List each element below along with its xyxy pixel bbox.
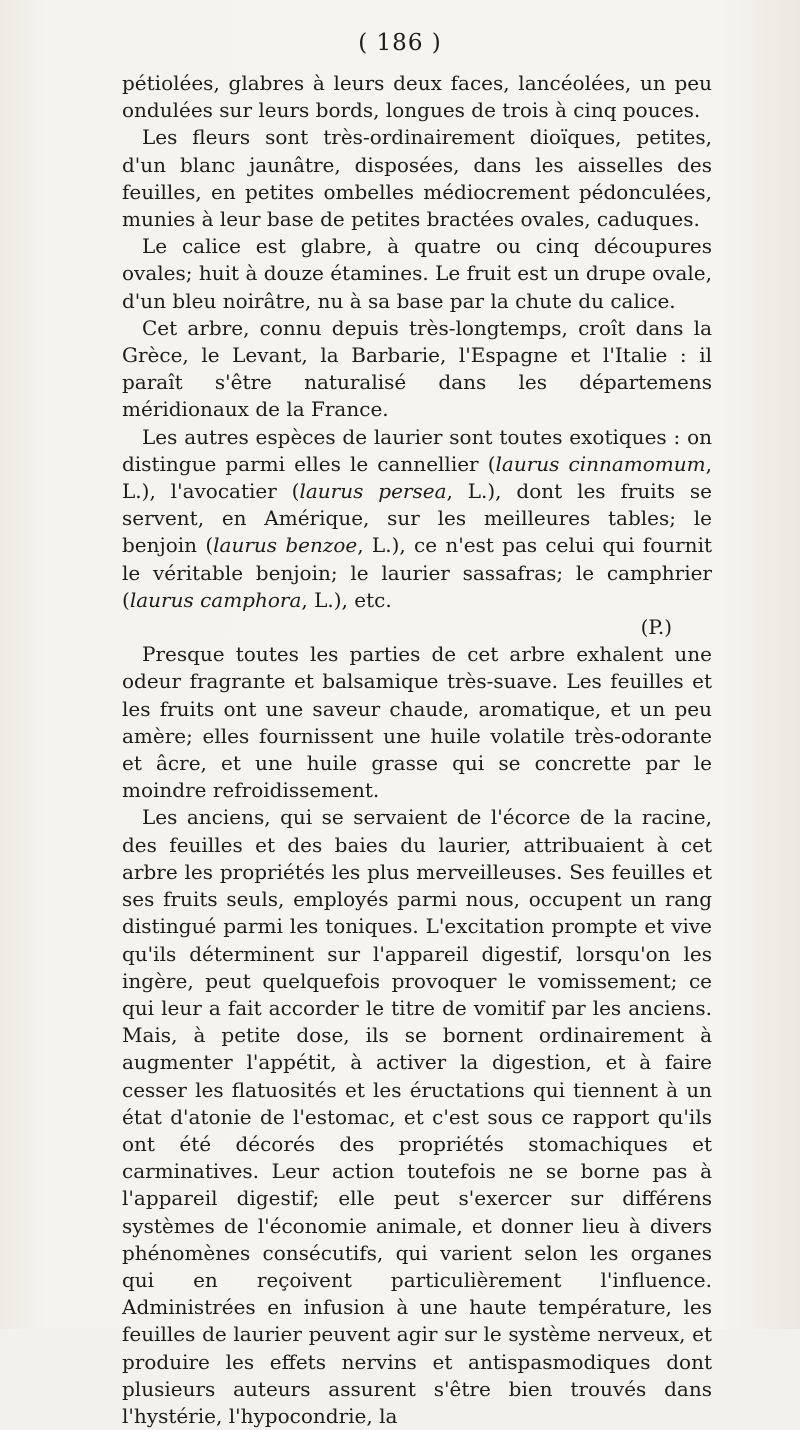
paragraph-7 [122, 804, 712, 1430]
author-signature: (P.) [640, 615, 672, 640]
paragraph-5 [122, 424, 712, 642]
paragraph-2-text: Les fleurs sont très-ordinairement dioïques, petites, d'un blanc jaunâtre, disposées, dans les aisselles des feuilles, en petites ombelles médiocrement pédonculées, munies à leur base de petites bractées ovales, caduques. [122, 125, 712, 232]
page-number: ( 186 ) [358, 30, 442, 56]
paragraph-5-text-e: , L.), etc. [301, 587, 392, 612]
paragraph-1-text: pétiolées, glabres à leurs deux faces, lancéolées, un peu ondulées sur leurs bords, longues de trois à cinq pouces. [122, 71, 712, 123]
paragraph-5-text-b: , L.), l'avocatier ( [122, 451, 712, 504]
paragraph-4-text: Cet arbre, connu depuis très-longtemps, croît dans la Grèce, le Levant, la Barbarie, l'Espagne et l'Italie : il paraît s'être naturalisé dans les départemens méridionaux de la France. [122, 315, 712, 422]
paragraph-3 [122, 233, 712, 315]
latin-name-benzoe: laurus benzoe [213, 533, 358, 558]
paragraph-3-text: Le calice est glabre, à quatre ou cinq découpures ovales; huit à douze étamines. Le fruit est un drupe ovale, d'un bleu noirâtre, nu à sa base par la chute du calice. [122, 234, 712, 313]
paragraph-6-text: Presque toutes les parties de cet arbre exhalent une odeur fragrante et balsamique très-suave. Les feuilles et les fruits ont une saveur chaude, aromatique, et un peu amère; elles fournissent une huile volatile très-odorante et âcre, et une huile grasse qui se concrette par le moindre refroidissement. [122, 642, 712, 803]
paragraph-5-text-d: , L.), ce n'est pas celui qui fournit le véritable benjoin; le laurier sassafras; le camphrier ( [122, 533, 712, 612]
paragraph-6 [122, 641, 712, 804]
paragraph-4 [122, 315, 712, 424]
paragraph-1 [122, 70, 712, 124]
paragraph-2 [122, 124, 712, 233]
latin-name-camphora: laurus camphora [129, 587, 302, 612]
paragraph-7-text: Les anciens, qui se servaient de l'écorce de la racine, des feuilles et des baies du laurier, attribuaient à cet arbre les propriétés les plus merveilleuses. Ses feuilles et ses fruits seuls, employés parmi nous, occupent un rang distingué parmi les toniques. L'excitation prompte et vive qu'ils déterminent sur l'appareil digestif, lorsqu'on les ingère, peut quelquefois provoquer le vomissement; ce qui leur a fait accorder le titre de vomitif par les anciens. Mais, à petite dose, ils se bornent ordinairement à augmenter l'appétit, à activer la digestion, et à faire cesser les flatuosités et les éructations qui tiennent à un état d'atonie de l'estomac, et c'est sous ce rapport qu'ils ont été décorés des propriétés stomachiques et carminatives. Leur action toutefois ne se borne pas à l'appareil digestif; elle peut s'exercer sur différens systèmes de l'économie animale, et donner lieu à divers phénomènes consécutifs, qui varient selon les organes qui en reçoivent particulièrement l'influence. Administrées en infusion à une haute température, les feuilles de laurier peuvent agir sur le système nerveux, et produire les effets nervins et antispasmodiques dont plusieurs auteurs assurent s'être bien trouvés dans l'hystérie, l'hypocondrie, la [122, 805, 712, 1428]
latin-name-cinnamomum: laurus cinnamomum [495, 451, 706, 476]
latin-name-persea: laurus persea [299, 479, 447, 504]
paragraph-5-text-a: Les autres espèces de laurier sont toutes exotiques : on distingue parmi elles le cannellier ( [122, 424, 712, 476]
body-text [122, 70, 712, 1430]
paragraph-5-text-c: , L.), dont les fruits se servent, en Amérique, sur les meilleures tables; le benjoin ( [122, 479, 712, 558]
